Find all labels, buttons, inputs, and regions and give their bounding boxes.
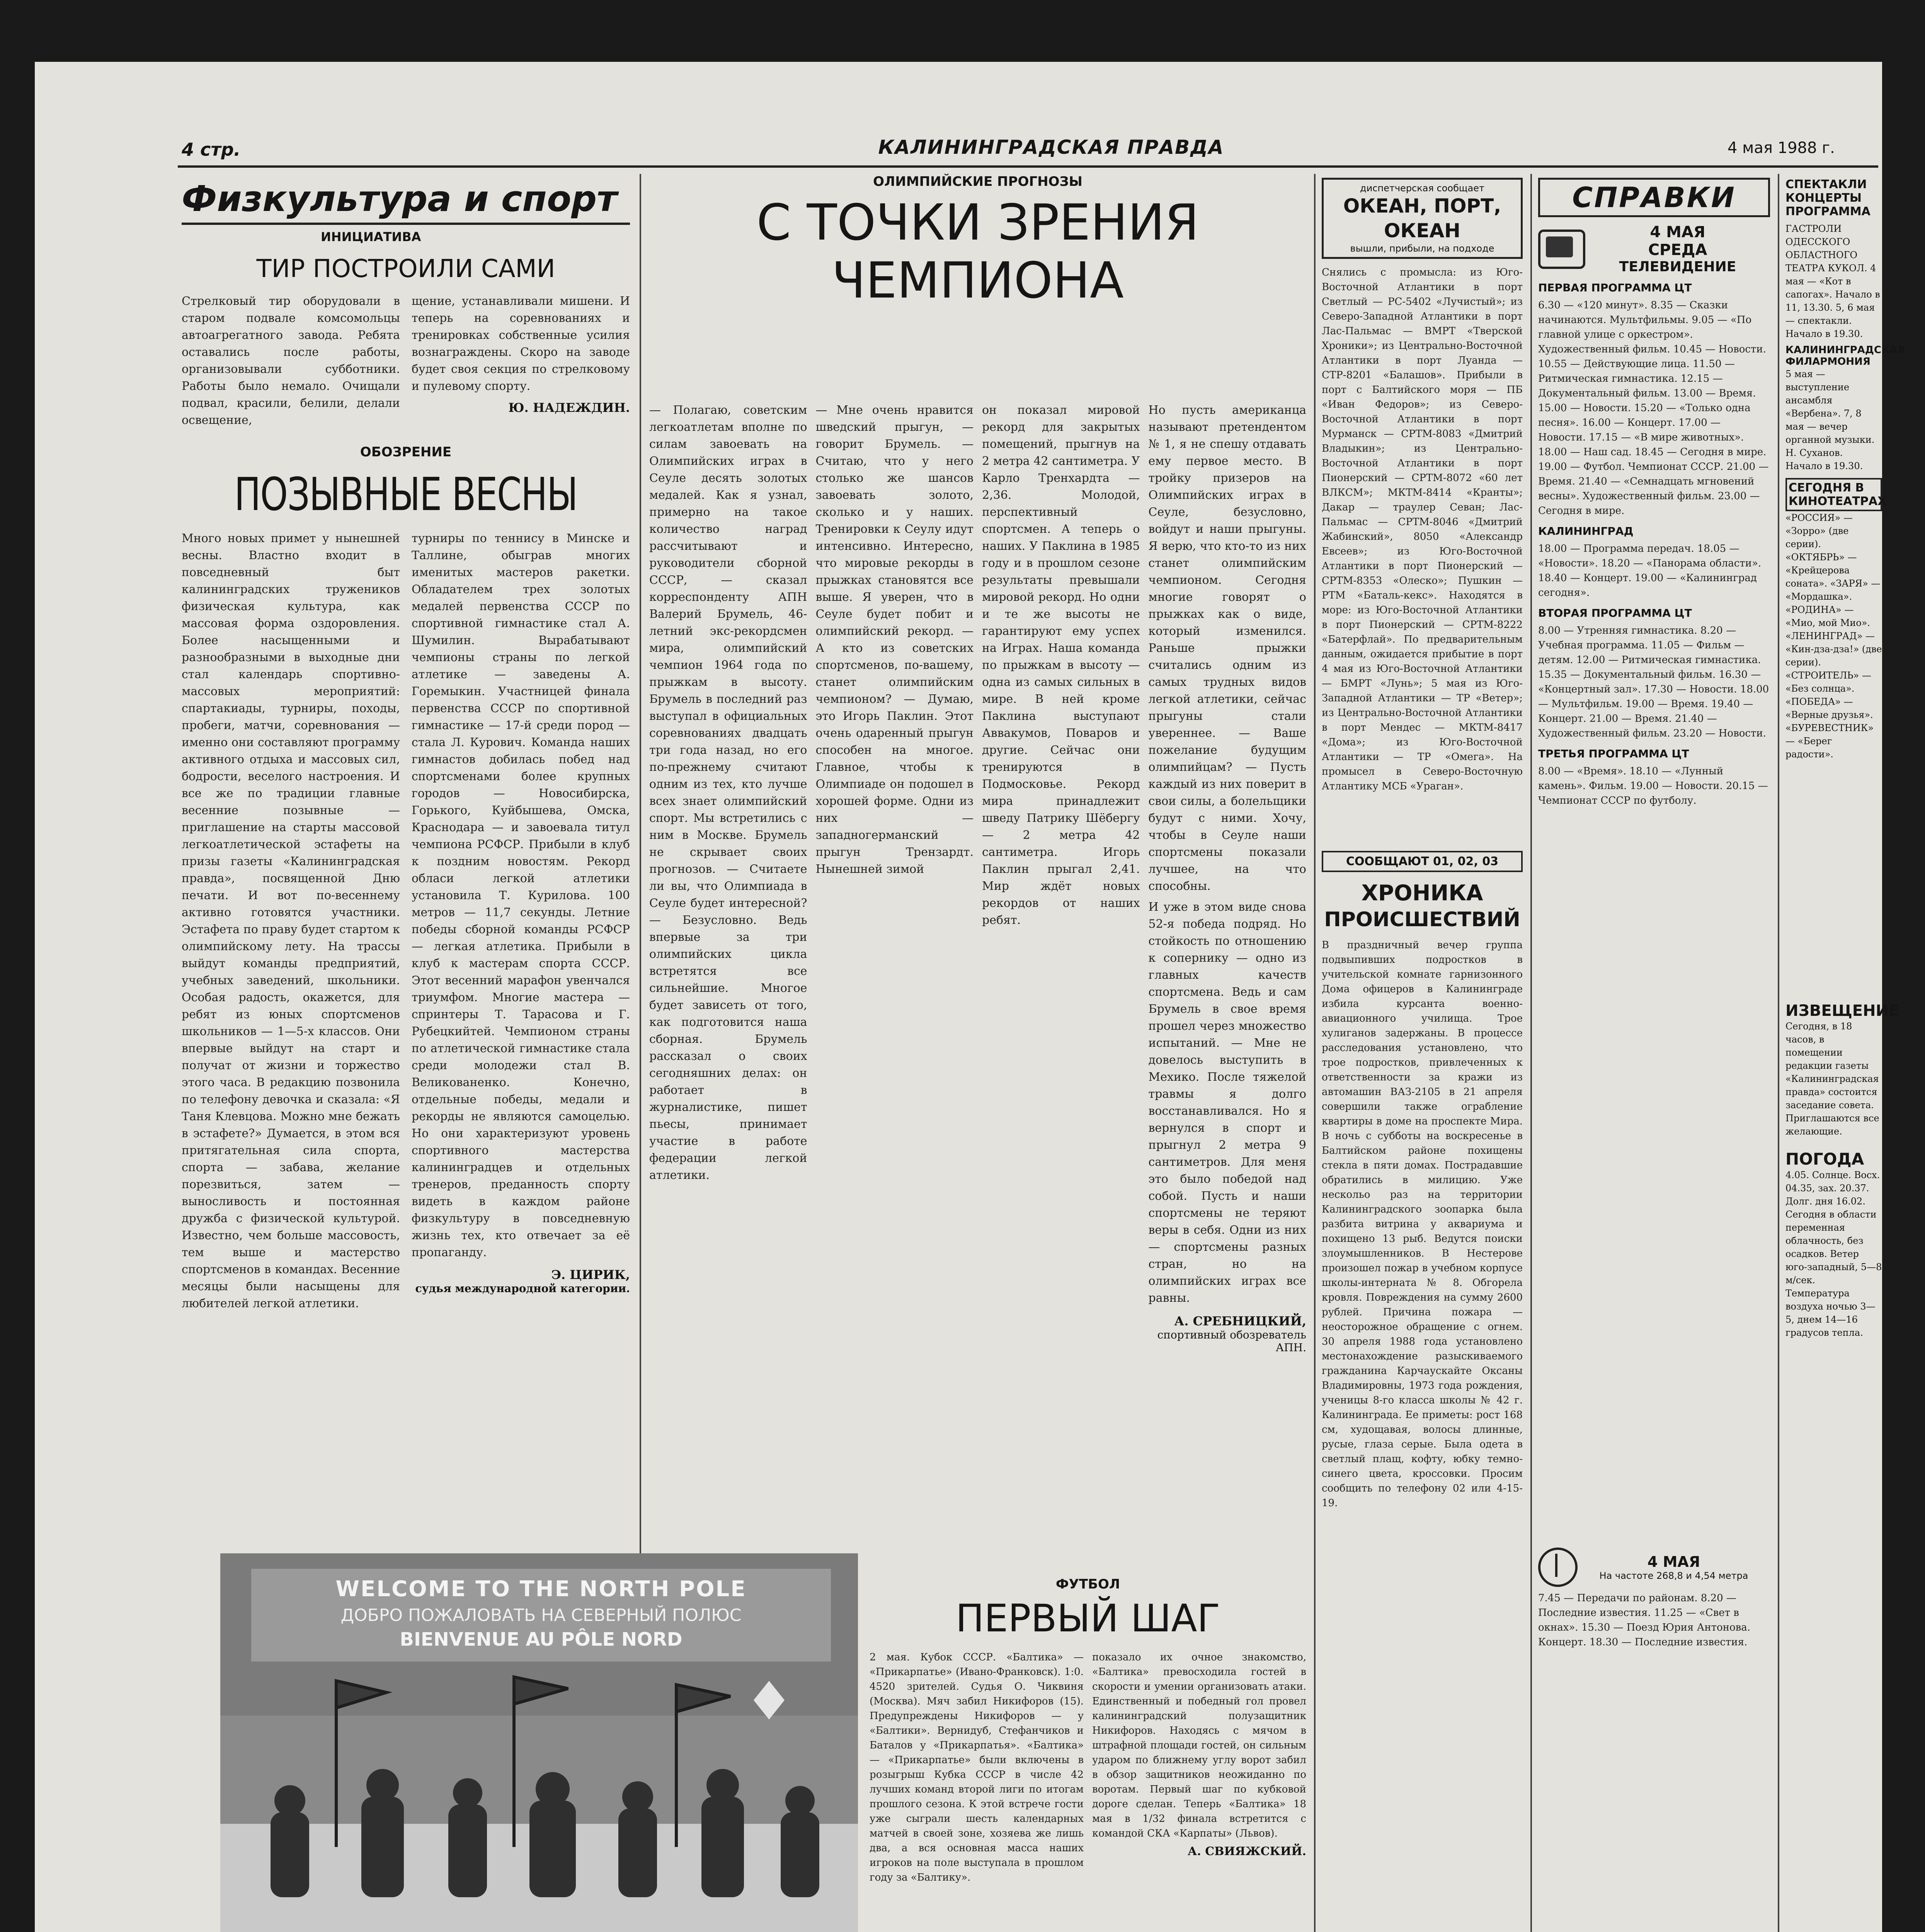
banner-english: WELCOME TO THE NORTH POLE	[335, 1577, 747, 1602]
right-edge-column	[1785, 178, 1905, 1339]
programma-label: ПРОГРАММА	[1785, 205, 1871, 218]
banner-french: BIENVENUE AU PÔLE NORD	[400, 1629, 683, 1650]
football-rubric: ФУТБОЛ	[1055, 1577, 1120, 1592]
filarmonia-label: КАЛИНИНГРАДСКАЯ ФИЛАРМОНИЯ	[1785, 344, 1905, 367]
ocean-title: ОКЕАН, ПОРТ, ОКЕАН	[1343, 195, 1501, 242]
olympic-col2: — Мне очень нравится шведский прыгун, — говорит Брумель. — Считаю, что у него столько же шансов завоевать золото, сколько и у наших. Тренировки к Сеулу идут интенсивно. Интересно, что мировые рекорды в прыжках становятся все выше. Я уверен, что в Сеуле будет побит и олимпийский рекорд. — А кто из советских спортсменов, по-вашему, станет олимпийским чемпионом? — Думаю, это Игорь Паклин. Этот очень одаренный прыгун способен на многое. Главное, чтобы к Олимпиаде он подошел в хорошей форме. Одни из них — западногерманский прыгун Трензардт. Нынешней зимой	[815, 403, 974, 876]
tir-text-col1: Стрелковый тир оборудовали в старом подвале комсомольцы автоагрегатного завода. Ребята оставались после работы, организовывали субботники. Работы было немало. Очищали подвал, красили, белили, делали освещение,	[182, 294, 400, 427]
poz-text-col1: Много новых примет у нынешней весны. Властно входит в повседневный быт калининградских тружеников физическая культура, как массовая форма оздоровления. Более насыщенными и разнообразными в выходные дни стал календарь спортивно-массовых мероприятий: спартакиады, турниры, походы, пробеги, матчи, соревнования — именно они составляют программу активного отдыха и массовых сил, бодрости, веселого настроения. И все же по традиции главные весенние позывные — приглашение на старты массовой легкоатлетической эстафеты на призы газеты «Калининградская правда», посвященной Дню печати. И вот по-весеннему активно готовятся участники. Эстафета по праву будет стартом к олимпийскому лету. На трассы выйдут команды предприятий, учебных заведений, школьники. Особая радость, окажется, для ребят из юных спортсменов школьников — 1—5-х классов. Они впервые выйдут на старт и получат от жизни и торжество этого часа. В редакцию позвонила по телефону девочка и сказала: «Я Таня Клевцова. Можно мне бежать в эстафете?» Думается, в этом вся притягательная сила спорта, спорта — забава, желание порезвиться, затем — выносливость и постоянная дружба с физической культурой. Известно, чем больше массовость, тем выше и мастерство спортсменов в командах. Весенние месяцы были насыщены для любителей легкой атлетики.	[182, 532, 400, 1310]
issue-date: 4 мая 1988 г.	[1728, 139, 1835, 157]
koncerty-label: КОНЦЕРТЫ	[1785, 191, 1862, 205]
dispatch-label: диспетчерская сообщает	[1360, 183, 1484, 194]
tv-channel-1-title: ПЕРВАЯ ПРОГРАММА ЦТ	[1538, 281, 1692, 294]
kino-title: СЕГОДНЯ В КИНОТЕАТРАХ	[1785, 478, 1882, 511]
olympic-columns	[649, 402, 1306, 1692]
radio-day: 4 МАЯ	[1647, 1553, 1700, 1570]
olympic-col3: он показал мировой рекорд для закрытых помещений, прыгнув на 2 метра 42 сантиметра. У Карло Тренхардта — 2,36. Молодой, перспективный спортсмен. А теперь о наших. У Паклина в 1985 году и в прошлом сезоне результаты превышали мировой рекорд. Но одни и те же высоты не гарантируют ему успех на Играх. Наша команда по прыжкам в высоту — одна из самых сильных в мире. В ней кроме Паклина выступают Аввакумов, Поваров и другие. Сейчас они тренируются в Подмосковье. Рекорд мира принадлежит шведу Патрику Шёбергу — 2 метра 42 сантиметра. Игорь Паклин прыгал 2,41. Мир ждёт новых рекордов от наших ребят.	[982, 403, 1140, 927]
tv-channel-3: 8.00 — «Время». 18.10 — «Лунный камень». Фильм. 19.00 — Новости. 20.15 — Чемпионат СССР по футболу.	[1538, 765, 1768, 806]
pogoda-text: 4.05. Солнце. Восх. 04.35, зах. 20.37. Долг. дня 16.02. Сегодня в области переменная облачность, без осадков. Ветер юго-западный, 5—8 м/сек. Температура воздуха ночью 3—5, днем 14—16 градусов тепла.	[1785, 1170, 1882, 1338]
filarmonia-text: 5 мая — выступление ансамбля «Вербена». 7, 8 мая — вечер органной музыки. Н. Суханов. Начало в 19.30.	[1785, 369, 1875, 471]
column-divider	[1530, 174, 1532, 1932]
tv-kaliningrad: 18.00 — Программа передач. 18.05 — «Новости». 18.20 — «Панорама области». 18.40 — Концерт. 19.00 — «Калининград сегодня».	[1538, 543, 1762, 599]
tv-icon	[1538, 230, 1585, 269]
tir-author: Ю. НАДЕЖДИН.	[508, 400, 630, 415]
spravki-box	[1538, 178, 1770, 217]
sport-section-title: Физкультура и спорт	[182, 178, 630, 225]
poz-author-role: судья международной категории.	[415, 1282, 630, 1295]
radio-frequency: На частоте 268,8 и 4,54 метра	[1599, 1570, 1748, 1581]
radio-schedule: 7.45 — Передачи по районам. 8.20 — Последние известия. 11.25 — «Свет в окнах». 15.30 — Поезд Юрия Антонова. Концерт. 18.30 — Последние известия.	[1538, 1592, 1751, 1648]
tv-guide	[1538, 178, 1770, 1650]
kino-listings: «РОССИЯ» — «Зорро» (две серии). «ОКТЯБРЬ» — «Крейцерова соната». «ЗАРЯ» — «Мордашка». «РОДИНА» — «Мио, мой Мио». «ЛЕНИНГРАД» — «Кин-дза-дза!» (две серии). «СТРОИТЕЛЬ» — «Без солнца». «ПОБЕДА» — «Верные друзья». «БУРЕВЕСТНИК» — «Берег радости».	[1785, 512, 1882, 760]
masthead-small: КАЛИНИНГРАДСКАЯ ПРАВДА	[878, 136, 1224, 158]
football-article	[870, 1577, 1306, 1641]
banner-russian: ДОБРО ПОЖАЛОВАТЬ НА СЕВЕРНЫЙ ПОЛЮС	[340, 1605, 742, 1625]
olympic-col4: Но пусть американца называют претендентом № 1, я не спешу отдавать ему первое место. В тройку призеров на Олимпийских играх в Сеуле, безусловно, войдут и наши прыгуны. Я верю, что кто-то из них станет олимпийским чемпионом. Сегодня многие говорят о прыжках как о виде, который изменился. Раньше прыжки считались одним из самых трудных видов легкой атлетики, сейчас прыгуны стали увереннее. — Ваше пожелание будущим олимпийцам? — Пусть каждый из них поверит в свои силы, а болельщики будут с ними. Хочу, чтобы в Сеуле наши спортсмены показали лучшее, на что способны.	[1148, 403, 1306, 893]
izveschenie-text: Сегодня, в 18 часов, в помещении редакции газеты «Калининградская правда» состоится заседание совета. Приглашаются все желающие.	[1785, 1021, 1879, 1137]
ocean-subtitle: вышли, прибыли, на подходе	[1350, 243, 1494, 254]
spektakli-label: СПЕКТАКЛИ	[1785, 178, 1867, 191]
spravki-title: СПРАВКИ	[1572, 181, 1736, 214]
theatre-text: ГАСТРОЛИ ОДЕССКОГО ОБЛАСТНОГО ТЕАТРА КУКОЛ. 4 мая — «Кот в сапогах». Начало в 11, 13.30. 5, 6 мая — спектакли. Начало в 19.30.	[1785, 223, 1880, 339]
tir-article	[182, 293, 630, 429]
ocean-text: Снялись с промысла: из Юго-Восточной Атлантики в порт Светлый — РС-5402 «Лучистый»; из Северо-Западной Атлантики в порт Лас-Пальмас — ВМРТ «Тверской Хроники»; из Центрально-Восточной Атлантики в порт Луанда — СТР-8201 «Балашов». Прибыли в порт с Балтийского моря — ПБ «Иван Федоров»; из Северо-Восточной Атлантики в порт Мурманск — СРТМ-8083 «Дмитрий Владыкин»; из Центрально-Восточной Атлантики в порт Пионерский — СРТМ-8072 «60 лет ВЛКСМ»; МКТМ-8414 «Кранты»; Дакар — траулер Севан; Лас-Пальмас — СРТМ-8046 «Дмитрий Жабинский», 8050 «Александр Евсеев»; из Юго-Восточной Атлантики в порт Пионерский — СРТМ-8353 «Олеско»; Пушкин — РТМ «Баталь-кекс». Находятся в море: из Юго-Восточной Атлантики в порт Пионерский — СРТМ-8222 «Батерфлай». По предварительным данным, ожидается прибытие в порт 4 мая из Юго-Восточной Атлантики — БМРТ «Лунь»; 5 мая из Юго-Западной Атлантики — ТР «Ветер»; из Центрально-Восточной Атлантики в порт Мендес — МКТМ-8417 «Дома»; из Юго-Восточной Атлантики — ТР «Омега». На промысел в Северо-Восточную Атлантику МСБ «Ураган».	[1322, 267, 1523, 792]
olympic-rubric: ОЛИМПИЙСКИЕ ПРОГНОЗЫ	[873, 174, 1082, 189]
olympic-title-line2: ЧЕМПИОНА	[832, 252, 1124, 310]
football-col1: 2 мая. Кубок СССР. «Балтика» — «Прикарпатье» (Ивано-Франковск). 1:0. 4520 зрителей. Судья О. Чиквиня (Москва). Мяч забил Никифоров (15). Предупреждены Никифоров — у «Балтики». Вернидуб, Стефанчиков и Баталов у «Прикарпатья». «Балтика» — «Прикарпатье» были включены в розыгрыш Кубка СССР в числе 42 лучших команд второй лиги по итогам прошлого сезона. К этой встрече гости уже сыграли шесть календарных матчей в своей зоне, хозяева же лишь два, а вся основная масса наших игроков на поле выступала в прошлом году за «Балтику».	[870, 1651, 1084, 1883]
football-title: ПЕРВЫЙ ШАГ	[955, 1597, 1220, 1641]
obzor-label: ОБОЗРЕНИЕ	[360, 444, 452, 460]
khronika-text: В праздничный вечер группа подвыпивших подростков в учительской комнате гарнизонного Дома офицеров в Калининграде избила курсанта военно-авиационного училища. Трое хулиганов задержаны. В процессе расследования установлено, что трое подростков, привлеченных к ответственности за кражи из автомашин ВАЗ-2105 в 21 апреля совершили также ограбление квартиры в доме на проспекте Мира. В ночь с субботы на воскресенье в Балтийском районе похищены стекла в пяти домах. Пострадавшие обратились в милицию. Уже нескольо раз на территории Калининградского зоопарка была разбита витрина у аквариума и похищено 13 рыб. Ведутся поиски злоумышленников. В Нестерове произошел пожар в учебном корпусе школы-интерната № 8. Обгорела кровля. Повреждения на сумму 2600 рублей. Причина пожара — неосторожное обращение с огнем. 30 апреля 1988 года установлено местонахождение разыскиваемого гражданина Карчаускайте Оксаны Владимировны, 1973 года рождения, ученицы 8-го класса школы № 42 г. Калининграда. Ее приметы: рост 168 см, худощавая, волосы длинные, русые, глаза серые. Была одета в светлый плащ, кофту, юбку темно-синего цвета, кроссовки. Просим сообщить по телефону 02 или 4-15-19.	[1322, 939, 1523, 1509]
north-pole-photo	[220, 1553, 858, 1932]
newspaper-page	[35, 62, 1905, 1932]
olympic-title-line1: С ТОЧКИ ЗРЕНИЯ	[756, 194, 1199, 252]
khronika-title1: ХРОНИКА	[1361, 881, 1483, 906]
header-rule	[178, 165, 1878, 168]
football-col2: показало их очное знакомство, «Балтика» превосходила гостей в скорости и умении организовать атаки. Единственный и победный гол провел калининградский полузащитник Никифоров. Находясь с мячом в штрафной площади гостей, он сильным ударом по ближнему углу ворот забил в обзор защитников неожиданно по воротам. Первый шаг по кубковой дороге сделан. Теперь «Балтика» 18 мая в 1/32 финала встретится с командой СКА «Карпаты» (Львов).	[1092, 1651, 1306, 1839]
initiative-label: ИНИЦИАТИВА	[321, 230, 421, 244]
ocean-header-box	[1322, 178, 1523, 259]
page-number: 4 стр.	[182, 139, 241, 160]
tv-channel-2-title: ВТОРАЯ ПРОГРАММА ЦТ	[1538, 607, 1692, 619]
tv-channel-2: 8.00 — Утренняя гимнастика. 8.20 — Учебная программа. 11.05 — Фильм — детям. 12.00 — Ритмическая гимнастика. 15.35 — Документальный фильм. 16.30 — «Концертный зал». 17.30 — Новости. 18.00 — Мультфильм. 19.00 — Время. 19.40 — Концерт. 21.00 — Время. 21.40 — Художественный фильм. 23.20 — Новости.	[1538, 625, 1769, 739]
poz-author: Э. ЦИРИК,	[551, 1267, 630, 1282]
izveschenie-title: ИЗВЕЩЕНИЕ	[1785, 1002, 1899, 1020]
tv-channel-1: 6.30 — «120 минут». 8.35 — Сказки начинаются. Мультфильмы. 9.05 — «По главной улице с оркестром». Художественный фильм. 10.45 — Новости. 10.55 — Действующие лица. 11.50 — Ритмическая гимнастика. 12.15 — Документальный фильм. 13.00 — Время. 15.00 — Новости. 15.20 — «Только одна песня». 16.00 — Концерт. 17.00 — Новости. 17.15 — «В мире животных». 18.00 — Наш сад. 18.45 — Сегодня в мире. 19.00 — Футбол. Чемпионат СССР. 21.00 — Время. 21.40 — «Семнадцать мгновений весны». Художественный фильм. 23.00 — Сегодня в мире.	[1538, 299, 1769, 517]
pogoda-title: ПОГОДА	[1785, 1150, 1864, 1168]
soobshayut-label: СООБЩАЮТ 01, 02, 03	[1322, 851, 1523, 872]
football-columns	[870, 1650, 1306, 1932]
olympic-col1: — Полагаю, советским легкоатлетам вполне по силам завоевать на Олимпийских играх в Сеуле десять золотых медалей. Как я узнал, примерно на такое количество наград рассчитывают и руководители сборной СССР, — сказал корреспонденту АПН Валерий Брумель, 46-летний экс-рекордсмен мира, олимпийский чемпион 1964 года по прыжкам в высоту. Брумель в последний раз выступал в официальных соревнованиях двадцать три года назад, но его по-прежнему считают одним из тех, кто лучше всех знает олимпийский спорт. Мы встретились с ним в Москве. Брумель не скрывает своих прогнозов. — Считаете ли вы, что Олимпиада в Сеуле будет интересной? — Безусловно. Ведь впервые за три олимпийских цикла встретятся все сильнейшие. Многое будет зависеть от того, как подготовится наша сборная. Брумель рассказал о своих сегодняшних делах: он работает в журналистике, пишет пьесы, принимает участие в работе федерации легкой атлетики.	[649, 403, 807, 1182]
olympic-author: А. СРЕБНИЦКИЙ,	[1174, 1314, 1306, 1328]
olympic-article	[649, 174, 1306, 310]
tv-weekday: СРЕДА	[1648, 241, 1707, 259]
tv-section: ТЕЛЕВИДЕНИЕ	[1619, 259, 1736, 275]
tv-channel-3-title: ТРЕТЬЯ ПРОГРАММА ЦТ	[1538, 747, 1689, 760]
khronika-title2: ПРОИСШЕСТВИЙ	[1324, 908, 1520, 931]
tv-header	[1538, 223, 1770, 275]
column-divider	[1314, 174, 1316, 1932]
ocean-dispatch	[1322, 178, 1523, 1873]
football-author: А. СВИЯЖСКИЙ.	[1187, 1845, 1306, 1858]
olympic-col5: И уже в этом виде снова 52-я победа подряд. Но стойкость по отношению к сопернику — одно из главных качеств спортсмена. Ведь и сам Брумель в свое время прошел через множество испытаний. — Мне не довелось выступить в Мехико. После тяжелой травмы я долго восстанавливался. Но я вернулся в спорт и прыгнул 2 метра 9 сантиметров. Для меня это было победой над собой. Пусть и наши спортсмены не теряют веры в себя. Одни из них — спортсмены разных стран, но на олимпийских играх все равны.	[1148, 900, 1306, 1305]
tv-day: 4 МАЯ	[1650, 223, 1705, 241]
radio-header	[1538, 1548, 1770, 1587]
tir-title: ТИР ПОСТРОИЛИ САМИ	[256, 255, 555, 283]
olympic-author-role: спортивный обозреватель АПН.	[1157, 1328, 1306, 1354]
column-divider	[1778, 174, 1779, 1932]
radio-icon	[1538, 1548, 1578, 1587]
tir-text-col2: щение, устанавливали мишени. И теперь на соревнованиях и тренировках собственные усилия вознаграждены. Скоро на заводе будет своя секция по стрелковому и пулевому спорту.	[412, 294, 630, 393]
poz-text-col2: турниры по теннису в Минске и Таллине, обыграв многих именитых мастеров ракетки. Обладателем трех золотых медалей первенства СССР по спортивной гимнастике стал А. Шумилин. Вырабатывают чемпионы страны по легкой атлетике — заведены А. Горемыкин. Участницей финала первенства СССР по спортивной гимнастике — 17-й среди пород — стала Л. Курович. Команда наших гимнастов добилась побед над спортсменами более крупных городов — Новосибирска, Горького, Куйбышева, Омска, Краснодара — и завоевала титул чемпиона РСФСР. Прибыли в клуб к поздним новостям. Рекорд обласи легкой атлетики установила Т. Курилова. 100 метров — 11,7 секунды. Летние победы сборной команды РСФСР — легкая атлетика. Прибыли в клуб к мастерам спорта СССР. Этот весенний марафон увенчался триумфом. Многие мастера — спринтеры Т. Тарасова и Г. Рубецкийтей. Чемпионом страны по атлетической гимнастике стала среди молодежи стал В. Великованенко. Конечно, отдельные победы, медали и рекорды не являются самоцелью. Но они характеризуют уровень спортивного мастерства калининградцев и отдельных тренеров, преданность спорту видеть в каждом районе физкультуру в повседневную жизнь тех, кто отвечает за её пропаганду.	[412, 532, 630, 1259]
tv-kaliningrad-title: КАЛИНИНГРАД	[1538, 525, 1634, 537]
poz-title: ПОЗЫВНЫЕ ВЕСНЫ	[234, 468, 577, 521]
